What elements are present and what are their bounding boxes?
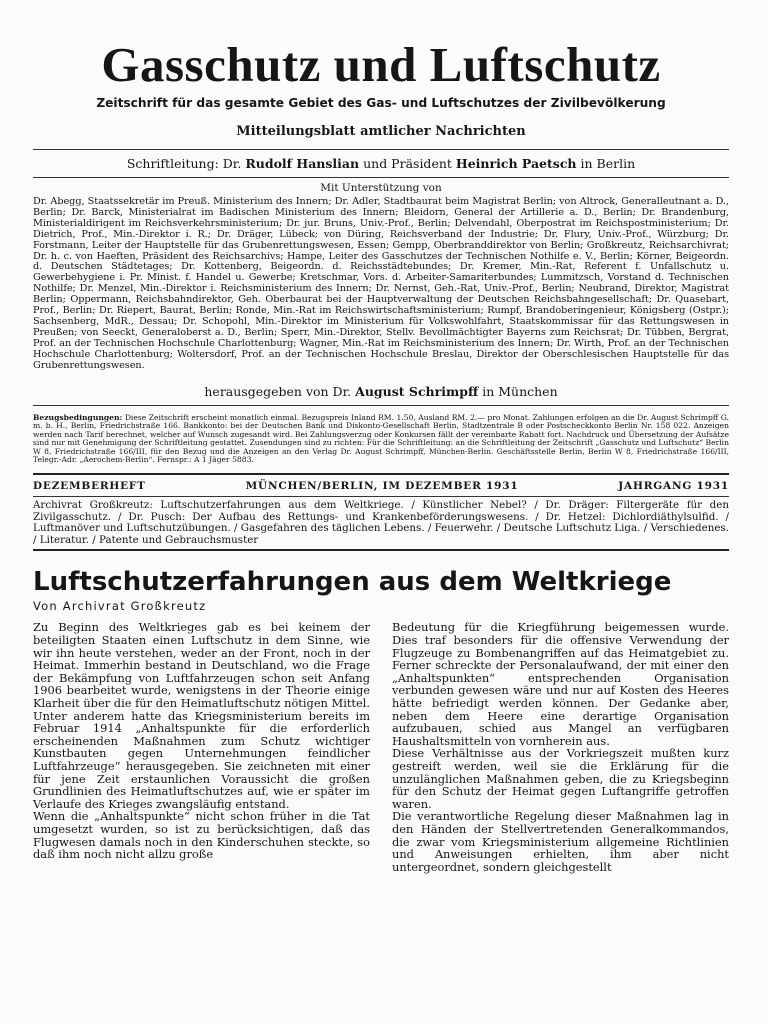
divider [33, 549, 729, 551]
subscription-terms [33, 414, 729, 466]
divider [33, 149, 729, 150]
issue-month: DEZEMBERHEFT [33, 480, 146, 493]
journal-subtitle: Zeitschrift für das gesamte Gebiet des Gas- und Luftschutzes der Zivilbevölkerung [96, 96, 666, 110]
editor-name-2: Heinrich Paetsch [455, 156, 577, 171]
publisher-name: August Schrimpff [355, 383, 479, 399]
subscription-label: Bezugsbedingungen: [33, 412, 123, 422]
article-body [33, 621, 729, 873]
divider [33, 405, 729, 406]
publisher-suffix: in München [482, 383, 558, 399]
supporters-list: Dr. Abegg, Staatssekretär im Preuß. Ministerium des Innern; Dr. Adler, Stadtbaurat beim Magistrat Berlin; von Altrock, Generalleutnant a. D., Berlin; Dr. Barck, Ministerialrat im Badischen Ministerium des Innern; Bleidorn, General der Artillerie a. D., Berlin; Dr. Brandenburg, Ministerialdirigent im Reichsverkehrsministerium; Dr. jur. Bruns, Univ.-Prof., Berlin; Delvendahl, Oberpostrat im Reichspostministerium; Dr. Dietrich, Prof., Min.-Direktor i. R.; Dr. Dräger, Lübeck; von Düring, Reichsverband der Industrie; Dr. Flury, Univ.-Prof., Würzburg; Dr. Forstmann, Leiter der Hauptstelle für das Grubenrettungswesen, Essen; Gempp, Oberbranddirektor von Berlin; Großkreutz, Reichsarchivrat; Dr. h. c. von Haeften, Präsident des Reichsarchivs; Hampe, Leiter des Gasschutzes der Technischen Nothilfe e. V., Berlin; Körner, Beigeordn. d. Deutschen Städtetages; Dr. Kottenberg, Beigeordn. d. Reichsstädtebundes; Dr. Kremer, Min.-Rat, Referent f. Unfallschutz u. Gewerbehygiene i. Pr. Minist. f. Handel u. Gewerbe; Kretschmar, Vors. d. Arbeiter-Samariterbundes; Lummitzsch, Vorstand d. Technischen Nothilfe; Dr. Menzel, Min.-Direktor i. Reichsministerium des Innern; Dr. Nernst, Geh.-Rat, Univ.-Prof., Berlin; Neubrand, Direktor, Magistrat Berlin; Oppermann, Reichsbahndirektor, Geh. Oberbaurat bei der Hauptverwaltung der Deutschen Reichsbahngesellschaft; Dr. Quasebart, Prof., Berlin; Dr. Riepert, Baurat, Berlin; Ronde, Min.-Rat im Reichswirtschaftsministerium; Rumpf, Brandoberingenieur, Königsberg (Ostpr.); Sachsenberg, MdR., Dessau; Dr. Schopohl, Min.-Direktor im Ministerium für Volkswohlfahrt, Staatskommissar für das Rettungswesen in Preußen; von Seeckt, Generaloberst a. D., Berlin; Sperr, Min.-Direktor, Stellv. Bevollmächtigter Bayerns zum Reichsrat; Dr. Tübben, Bergrat, Prof. an der Technischen Hochschule Charlottenburg; Wagner, Min.-Rat im Reichsministerium des Innern; Dr. Wirth, Prof. an der Technischen Hochschule Charlottenburg; Woltersdorf, Prof. an der Technischen Hochschule Breslau, Direktor der Oberschlesischen Hauptstelle für das Grubenrettungswesen. [33, 196, 729, 371]
support-heading: Mit Unterstützung von [320, 182, 442, 194]
issue-bar [33, 475, 729, 496]
divider [33, 177, 729, 178]
editors-line [33, 156, 729, 171]
editors-prefix: Schriftleitung: Dr. [126, 156, 242, 171]
subscription-text: Diese Zeitschrift erscheint monatlich einmal. Bezugspreis Inland RM. 1.50, Ausland RM. 2.— pro Monat. Zahlungen erfolgen an die Dr. August Schrimpff G. m. b. H., Berlin, Friedrichstraße 166. Bankkonto: bei der Deutschen Bank und Diskonto-Gesellschaft Berlin, Stadtzentrale B oder Postscheckkonto Berlin Nr. 158 022. Anzeigen werden nach Tarif berechnet, welcher auf Wunsch zugesandt wird. Bei Zahlungsverzug oder Konkursen fällt der vereinbarte Rabatt fort. Nachdruck und Übersetzung der Aufsätze sind nur mit Genehmigung der Schriftleitung gestattet. Zusendungen sind zu richten: Für die Schriftleitung: an die Schriftleitung der Zeitschrift „Gasschutz und Luftschutz“ Berlin W 8, Friedrichstraße 166/III, für den Bezug und die Anzeigen an den Verlag Dr. August Schrimpff, München-Berlin. Geschäftsstelle Berlin, Berlin W 8, Friedrichstraße 166/III, Telegr.-Adr. „Aerochem-Berlin“. Fernspr.: A 1 Jäger 5883. [33, 412, 729, 465]
publisher-line [33, 384, 729, 399]
table-of-contents: Archivrat Großkreutz: Luftschutzerfahrungen aus dem Weltkriege. / Künstlicher Nebel? / Dr. Dräger: Filtergeräte für den Zivilgasschutz. / Dr. Pusch: Der Aufbau des Rettungs- und Krankenbeförderungswesens. / Dr. Hetzel: Dichlordiäthylsulfid. / Luftmanöver und Luftschutzübungen. / Gasgefahren des täglichen Lebens. / Feuerwehr. / Deutsche Luftschutz Liga. / Verschiedenes. / Literatur. / Patente und Gebrauchsmuster [33, 499, 729, 546]
paragraph: Diese Verhältnisse aus der Vorkriegszeit mußten kurz gestreift werden, weil sie die Erklärung für die unzulänglichen Maßnahmen geben, die zu Kriegsbeginn für den Schutz der Heimat gegen Luftangriffe getroffen waren. [392, 746, 729, 811]
issue-place-date: MÜNCHEN/BERLIN, IM DEZEMBER 1931 [245, 480, 519, 493]
editor-name-1: Rudolf Hanslian [245, 156, 360, 171]
editors-conj: und Präsident [363, 156, 452, 171]
left-column [33, 621, 370, 873]
journal-title: Gasschutz und Luftschutz [101, 37, 661, 92]
paragraph: Bedeutung für die Kriegführung beigemessen wurde. Dies traf besonders für die offensive Verwendung der Flugzeuge zu Bombenangriffen auf das Heimatgebiet zu. Ferner schreckte der Personalaufwand, der mit einer den „Anhaltspunkten“ entsprechenden Organisation verbunden gewesen wäre und nur auf Kosten des Heeres hätte befriedigt werden können. Der Gedanke aber, neben dem Heere eine derartige Organisation aufzubauen, schied aus Mangel an verfügbaren Haushaltsmitteln von vornherein aus. [392, 620, 729, 748]
paragraph: Wenn die „Anhaltspunkte“ nicht schon früher in die Tat umgesetzt wurden, so ist zu berücksichtigen, daß das Flugwesen damals noch in den Kinderschuhen steckte, so daß ihm noch nicht allzu große [33, 809, 370, 862]
editors-suffix: in Berlin [580, 156, 636, 171]
right-column [392, 621, 729, 873]
article-title: Luftschutzerfahrungen aus dem Weltkriege [33, 567, 672, 598]
document-page [33, 38, 729, 873]
article-author: Von Archivrat Großkreutz [33, 599, 207, 614]
paragraph: Zu Beginn des Weltkrieges gab es bei keinem der beteiligten Staaten einen Luftschutz in dem Sinne, wie wir ihn heute verstehen, weder an der Front, noch in der Heimat. Immerhin bestand in Deutschland, wo die Frage der Bekämpfung von Luftfahrzeugen schon seit Anfang 1906 bearbeitet wurde, wenigstens in der Theorie einige Klarheit über die für den Heimatluftschutz nötigen Mittel. Unter anderem hatte das Kriegsministerium bereits im Februar 1914 „Anhaltspunkte für die erforderlich erscheinenden Maßnahmen zum Schutz wichtiger Kunstbauten gegen Unternehmungen feindlicher Luftfahrzeuge“ herausgegeben. Sie zeichneten mit einer für jene Zeit erstaunlichen Voraussicht die großen Grundlinien des Heimatluftschutzes auf, wie er später im Verlaufe des Krieges zwangsläufig entstand. [33, 620, 370, 811]
issue-volume: JAHRGANG 1931 [618, 480, 729, 493]
paragraph: Die verantwortliche Regelung dieser Maßnahmen lag in den Händen der Stellvertretenden Generalkommandos, die zwar vom Kriegsministerium allgemeine Richtlinien und Anweisungen erhielten, ihm aber nicht untergeordnet, sondern gleichgestellt [392, 809, 729, 874]
bulletin-line: Mitteilungsblatt amtlicher Nachrichten [236, 124, 526, 139]
publisher-prefix: herausgegeben von Dr. [204, 383, 352, 399]
